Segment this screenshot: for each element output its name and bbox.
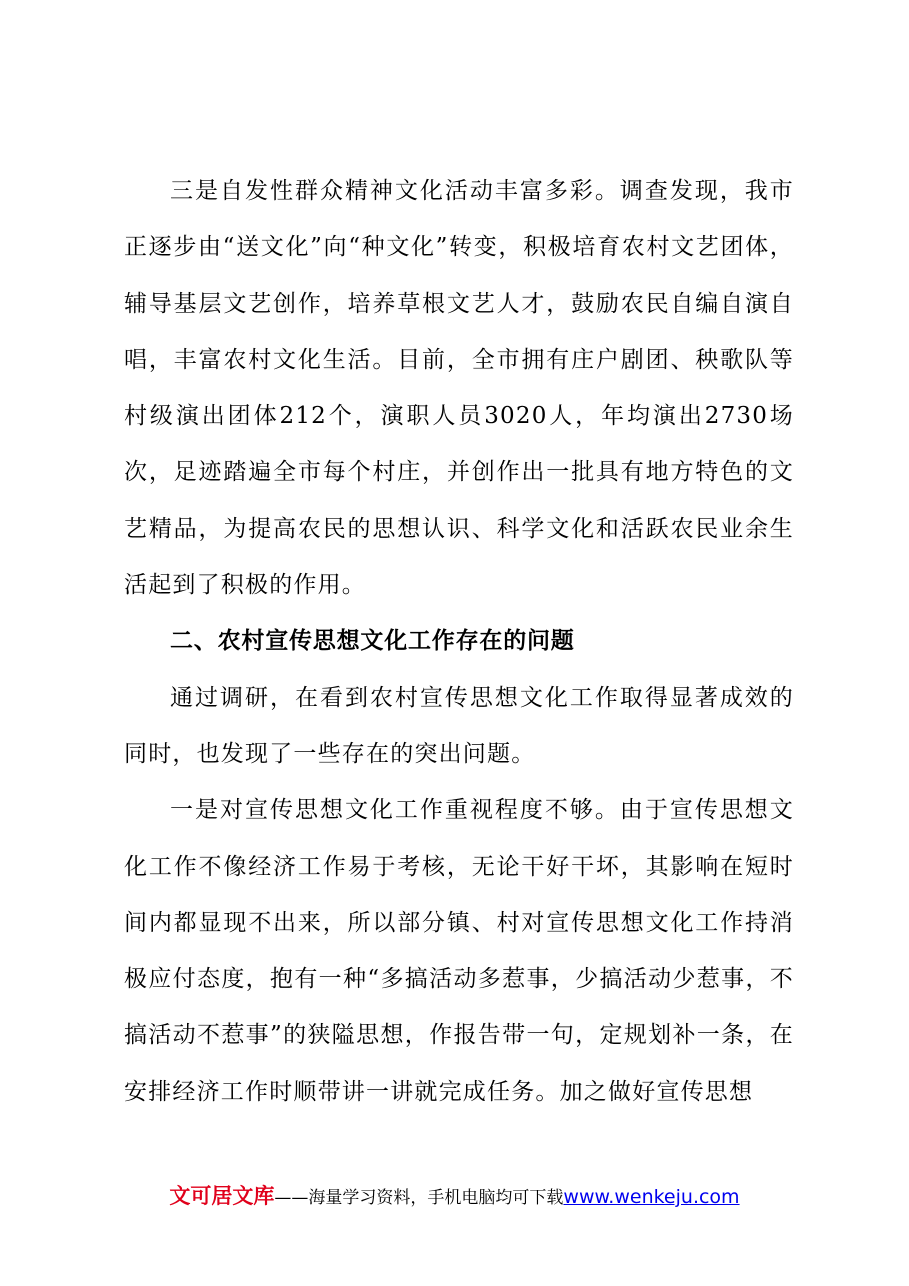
section-heading: 二、农村宣传思想文化工作存在的问题: [170, 628, 575, 655]
document-body: [124, 163, 794, 1120]
footer-brand: 文可居文库: [169, 1184, 275, 1208]
paragraph-cultural-activities: 三是自发性群众精神文化活动丰富多彩。调查发现，我市正逐步由“送文化”向“种文化”转变，积极培育农村文艺团体，辅导基层文艺创作，培养草根文艺人才，鼓励农民自编自演自唱，丰富农村文化生活。目前，全市拥有庄户剧团、秧歌队等村级演出团体212个，演职人员3020人，年均演出2730场次，足迹踏遍全市每个村庄，并创作出一批具有地方特色的文艺精品，为提高农民的思想认识、科学文化和活跃农民业余生活起到了积极的作用。: [124, 178, 794, 599]
footer-banner: [0, 1182, 909, 1212]
footer-website-link[interactable]: www.wenkeju.com: [563, 1186, 740, 1208]
paragraph-insufficient-attention: 一是对宣传思想文化工作重视程度不够。由于宣传思想文化工作不像经济工作易于考核，无论干好干坏，其影响在短时间内都显现不出来，所以部分镇、村对宣传思想文化工作持消极应付态度，抱有一种“多搞活动多惹事，少搞活动少惹事，不搞活动不惹事”的狭隘思想，作报告带一句，定规划补一条，在安排经济工作时顺带讲一讲就完成任务。加之做好宣传思想: [124, 797, 794, 1105]
paragraph-survey-findings: 通过调研，在看到农村宣传思想文化工作取得显著成效的同时，也发现了一些存在的突出问题。: [124, 684, 794, 767]
footer-slogan: ——海量学习资料，手机电脑均可下载: [274, 1188, 564, 1208]
